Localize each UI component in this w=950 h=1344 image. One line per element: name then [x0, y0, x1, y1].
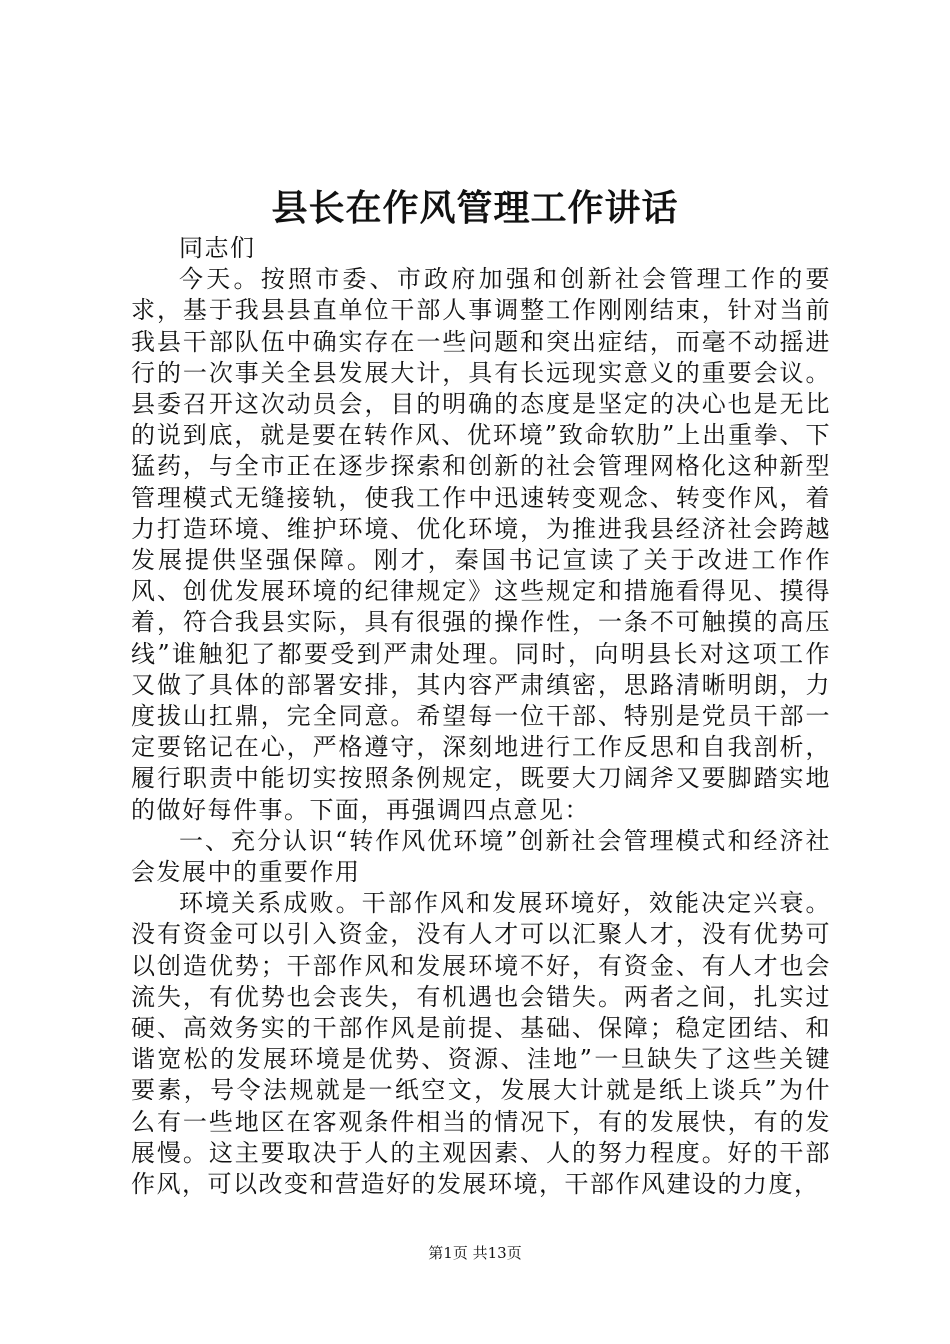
body-paragraph: 环境关系成败。干部作风和发展环境好，效能决定兴衰。没有资金可以引入资金，没有人才可以汇聚人才，没有优势可以创造优势；干部作风和发展环境不好，有资金、有人才也会流失，有优势也会丧失，有机遇也会错失。两者之间，扎实过硬、高效务实的干部作风是前提、基础、保障；稳定团结、和谐宽松的发展环境是优势、资源、洼地”一旦缺失了这些关键要素，号令法规就是一纸空文，发展大计就是纸上谈兵”为什么有一些地区在客观条件相当的情况下，有的发展快，有的发展慢。这主要取决于人的主观因素、人的努力程度。好的干部作风，可以改变和营造好的发展环境，干部作风建设的力度，	[131, 889, 831, 1199]
section-heading-paragraph: 一、充分认识“转作风优环境”创新社会管理模式和经济社会发展中的重要作用	[131, 826, 831, 887]
intro-paragraph: 今天。按照市委、市政府加强和创新社会管理工作的要求，基于我县县直单位干部人事调整工作刚刚结束，针对当前我县干部队伍中确实存在一些问题和突出症结，而毫不动摇进行的一次事关全县发展大计，具有长远现实意义的重要会议。县委召开这次动员会，目的明确的态度是坚定的决心也是无比的说到底，就是要在转作风、优环境”致命软肋”上出重拳、下猛药，与全市正在逐步探索和创新的社会管理网格化这种新型管理模式无缝接轨，使我工作中迅速转变观念、转变作风，着力打造环境、维护环境、优化环境，为推进我县经济社会跨越发展提供坚强保障。刚才，秦国书记宣读了关于改进工作作风、创优发展环境的纪律规定》这些规定和措施看得见、摸得着，符合我县实际，具有很强的操作性，一条不可触摸的高压线”谁触犯了都要受到严肃处理。同时，向明县长对这项工作又做了具体的部署安排，其内容严肃缜密，思路清晰明朗，力度拔山扛鼎，完全同意。希望每一位干部、特别是党员干部一定要铭记在心，严格遵守，深刻地进行工作反思和自我剖析，履行职责中能切实按照条例规定，既要大刀阔斧又要脚踏实地的做好每件事。下面，再强调四点意见：	[131, 265, 831, 824]
salutation-paragraph: 同志们	[179, 234, 256, 262]
page-number-footer: 第1页 共13页	[428, 1244, 522, 1262]
document-body	[131, 233, 831, 1200]
document-title: 县长在作风管理工作讲话	[271, 188, 679, 229]
